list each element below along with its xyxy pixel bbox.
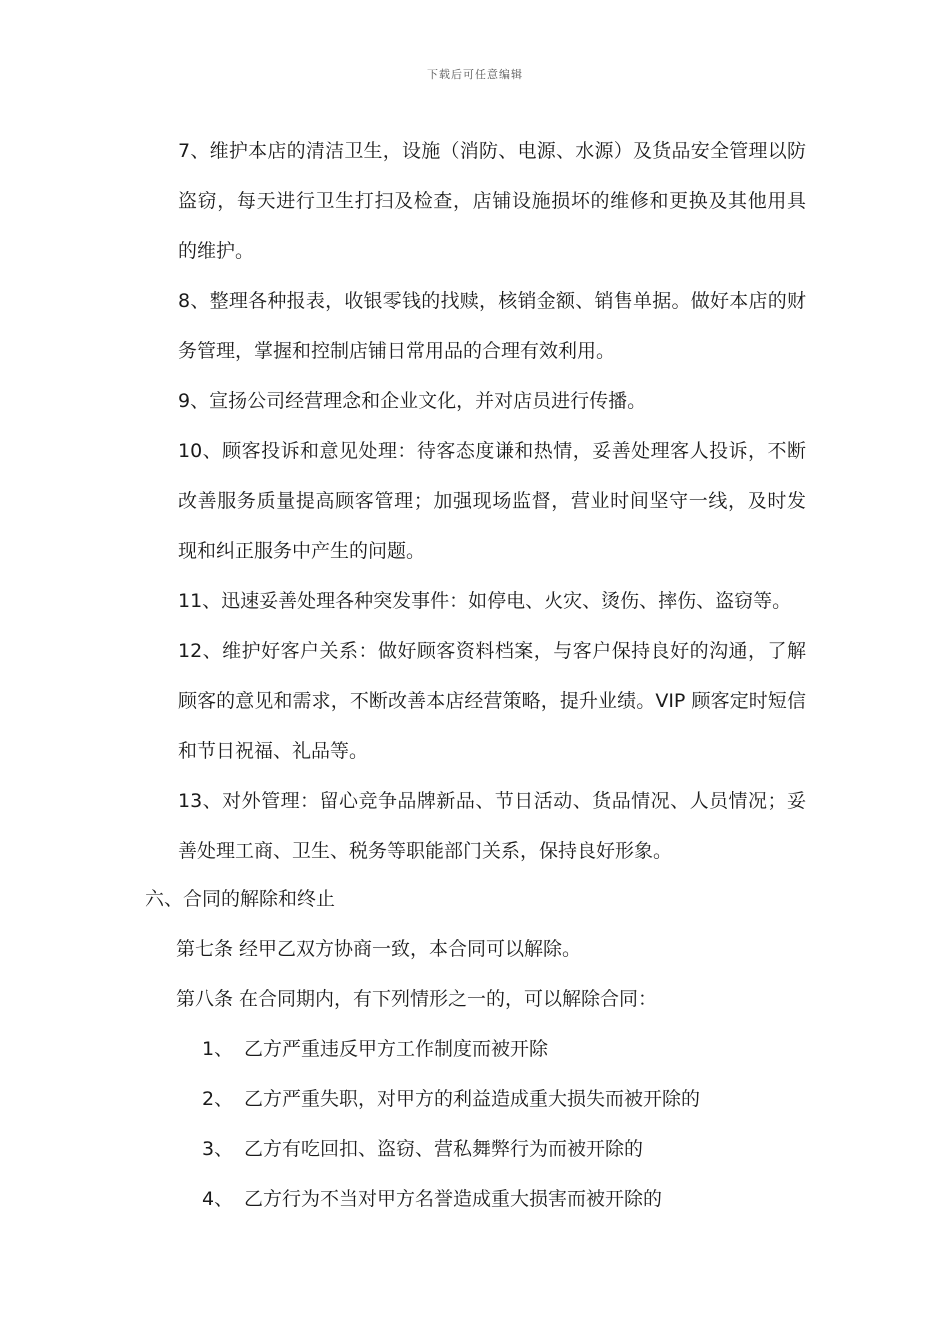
condition-1-number: 1、	[202, 1038, 234, 1060]
item-12-line-3: 和节日祝福、礼品等。	[178, 740, 369, 762]
page-header-watermark: 下载后可任意编辑	[427, 68, 523, 81]
condition-2-text: 乙方严重失职，对甲方的利益造成重大损失而被开除的	[244, 1088, 701, 1110]
condition-4-text: 乙方行为不当对甲方名誉造成重大损害而被开除的	[244, 1188, 663, 1210]
item-11-line-1: 11、迅速妥善处理各种突发事件：如停电、火灾、烫伤、摔伤、盗窃等。	[178, 590, 792, 612]
item-8-line-1: 8、整理各种报表，收银零钱的找赎，核销金额、销售单据。做好本店的财	[178, 290, 806, 312]
item-9-line-1: 9、宣扬公司经营理念和企业文化，并对店员进行传播。	[178, 390, 647, 412]
condition-3-number: 3、	[202, 1138, 234, 1160]
item-7-line-1: 7、维护本店的清洁卫生，设施（消防、电源、水源）及货品安全管理以防	[178, 140, 806, 162]
condition-4-number: 4、	[202, 1188, 234, 1210]
item-13-line-1: 13、对外管理：留心竞争品牌新品、节日活动、货品情况、人员情况；妥	[178, 790, 806, 812]
item-10-line-3: 现和纠正服务中产生的问题。	[178, 540, 426, 562]
item-10-line-2: 改善服务质量提高顾客管理；加强现场监督，营业时间坚守一线，及时发	[178, 490, 806, 512]
item-13-line-2: 善处理工商、卫生、税务等职能部门关系，保持良好形象。	[178, 840, 673, 862]
item-10-line-1: 10、顾客投诉和意见处理：待客态度谦和热情，妥善处理客人投诉，不断	[178, 440, 806, 462]
condition-1-text: 乙方严重违反甲方工作制度而被开除	[244, 1038, 549, 1060]
item-7-line-3: 的维护。	[178, 240, 255, 262]
section-heading: 六、合同的解除和终止	[145, 888, 336, 910]
item-12-line-2: 顾客的意见和需求，不断改善本店经营策略，提升业绩。VIP 顾客定时短信	[178, 690, 806, 712]
condition-2-number: 2、	[202, 1088, 234, 1110]
article-8: 第八条 在合同期内，有下列情形之一的，可以解除合同：	[176, 988, 658, 1010]
item-7-line-2: 盗窃，每天进行卫生打扫及检查，店铺设施损坏的维修和更换及其他用具	[178, 190, 806, 212]
condition-3-text: 乙方有吃回扣、盗窃、营私舞弊行为而被开除的	[244, 1138, 644, 1160]
item-12-line-1: 12、维护好客户关系：做好顾客资料档案，与客户保持良好的沟通，了解	[178, 640, 806, 662]
article-7: 第七条 经甲乙双方协商一致，本合同可以解除。	[176, 938, 582, 960]
item-8-line-2: 务管理，掌握和控制店铺日常用品的合理有效利用。	[178, 340, 616, 362]
